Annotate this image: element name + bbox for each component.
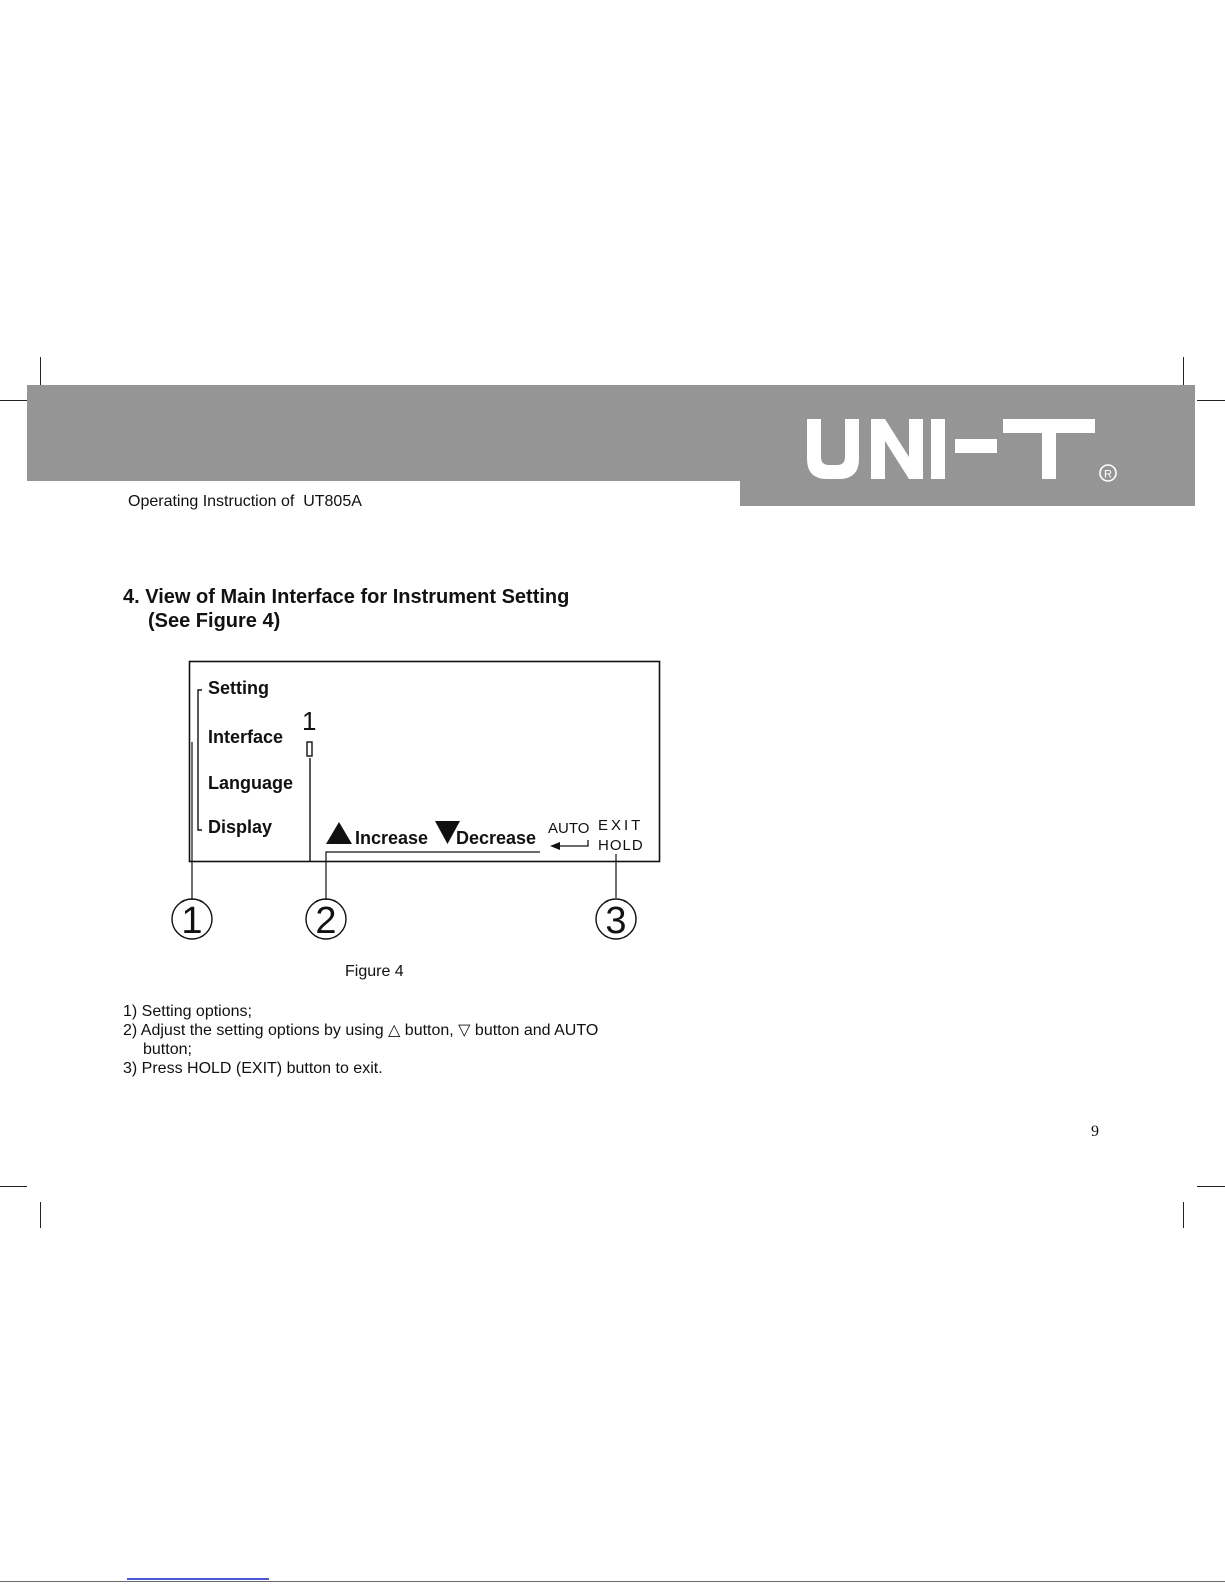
page-number: 9 [1091,1123,1099,1140]
callout-3 [596,899,636,942]
running-head: Operating Instruction of UT805A [128,493,362,510]
crop-mark-top-right-horizontal [1197,400,1225,401]
callout-2 [306,899,346,942]
value-cursor [307,742,312,756]
setting-value-digit: 1 [302,706,317,736]
menu-item-display: Display [208,817,273,837]
exit-label: EXIT [598,817,644,834]
crop-mark-bottom-left-vertical [40,1202,41,1228]
hold-label: HOLD [598,837,644,854]
section-title-line1: 4. View of Main Interface for Instrument Setting [123,586,570,608]
footer-rule [0,1581,1225,1582]
callout-3-number: 3 [605,900,627,942]
note-item-2-line1: 2) Adjust the setting options by using △ button, ▽ button and AUTO [123,1022,599,1039]
crop-mark-bottom-right-horizontal [1197,1186,1225,1187]
note-item-1: 1) Setting options; [123,1003,252,1020]
menu-item-setting: Setting [208,678,269,698]
callout-1-number: 1 [181,900,203,942]
crop-mark-bottom-left-horizontal [0,1186,27,1187]
crop-mark-top-left-vertical [40,357,41,385]
menu-item-language: Language [208,773,294,793]
figure-4-diagram [150,650,670,955]
section-title-line2: (See Figure 4) [148,610,281,632]
increase-label: Increase [355,828,429,848]
figure-caption: Figure 4 [345,963,404,980]
callout-2-number: 2 [315,900,337,942]
notes-list [123,1002,598,1078]
crop-mark-top-left-horizontal [0,400,27,401]
crop-mark-top-right-vertical [1183,357,1184,385]
increase-arrow-icon [326,822,352,844]
decrease-label: Decrease [456,828,537,848]
brand-logo [805,413,1125,485]
menu-bracket [198,690,202,830]
auto-label: AUTO [548,820,590,837]
leader-line-2 [326,852,540,900]
footer-link-underline [127,1578,269,1580]
enter-arrow-icon [558,840,588,846]
enter-arrow-head-icon [550,842,560,850]
note-item-2-line2: button; [143,1041,192,1058]
registered-mark: R [1104,468,1112,481]
crop-mark-bottom-right-vertical [1183,1202,1184,1228]
note-item-3: 3) Press HOLD (EXIT) button to exit. [123,1060,383,1077]
callout-1 [172,899,212,942]
section-title [123,585,569,633]
menu-item-interface: Interface [208,727,284,747]
